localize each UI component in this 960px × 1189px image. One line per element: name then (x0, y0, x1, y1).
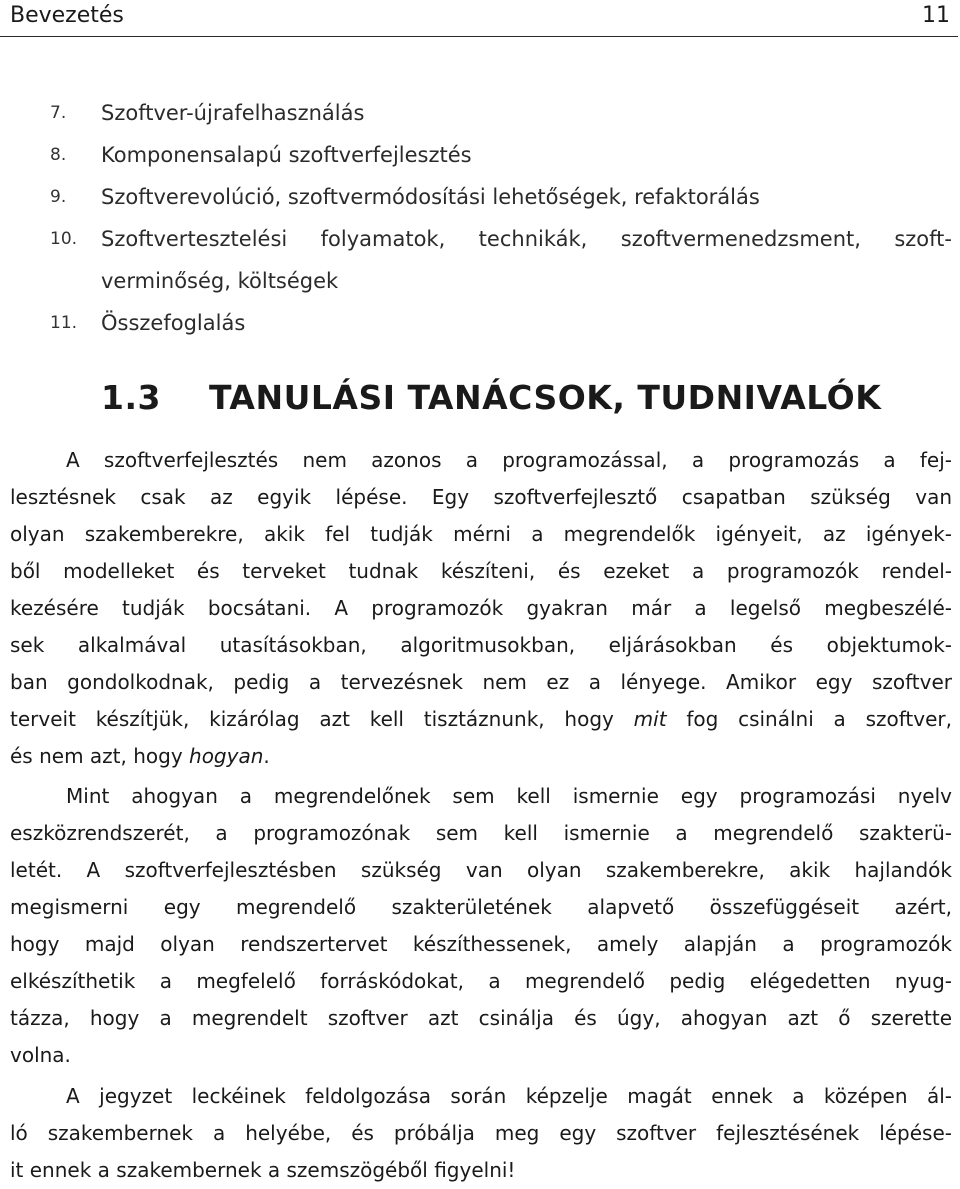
paragraph-line (10, 701, 952, 738)
list-item-number: 11. (50, 313, 78, 333)
section-number: 1.3 (101, 378, 161, 417)
paragraph-line: volna. (10, 1043, 71, 1067)
list-item (0, 218, 960, 302)
list-item-number: 9. (50, 187, 67, 207)
list-item-text: Összefoglalás (101, 311, 246, 335)
body-paragraph-2 (10, 778, 952, 1074)
paragraph-line: ló szakembernek a helyébe, és próbálja meg egy szoftver fejlesztésének lépése- (10, 1121, 952, 1145)
list-item (0, 92, 960, 134)
paragraph-text: és nem azt, hogy (10, 744, 190, 768)
paragraph-line: hogy majd olyan rendszertervet készíthessenek, amely alapján a programozók (10, 932, 952, 956)
page-number: 11 (922, 3, 950, 28)
list-item (0, 302, 960, 344)
paragraph-line: A jegyzet leckéinek feldolgozása során képzelje magát ennek a középen ál- (66, 1084, 952, 1108)
emphasis-mit: mit (633, 707, 667, 731)
paragraph-line: Mint ahogyan a megrendelőnek sem kell ismernie egy programozási nyelv (66, 784, 952, 808)
emphasis-hogyan: hogyan (189, 744, 264, 768)
list-item-number: 10. (50, 229, 78, 249)
paragraph-line: elkészíthetik a megfelelő forráskódokat, a megrendelő pedig elégedetten nyug- (10, 969, 952, 993)
list-item (0, 176, 960, 218)
paragraph-line: kezésére tudják bocsátani. A programozók gyakran már a legelső megbeszélé- (10, 596, 952, 620)
running-header (0, 0, 958, 37)
paragraph-line (10, 738, 952, 775)
paragraph-line: it ennek a szakembernek a szemszögéből figyelni! (10, 1158, 516, 1182)
paragraph-line: A szoftverfejlesztés nem azonos a programozással, a programozás a fej- (66, 448, 952, 472)
paragraph-line: olyan szakemberekre, akik fel tudják mérni a megrendelők igényeit, az igények- (10, 522, 952, 546)
list-item-text (101, 218, 952, 302)
list-item-text-line: Szoftvertesztelési folyamatok, technikák, szoftvermenedzsment, szoft- (101, 227, 952, 251)
list-item (0, 134, 960, 176)
section-title: TANULÁSI TANÁCSOK, TUDNIVALÓK (208, 378, 882, 417)
chapter-list (0, 92, 960, 344)
body-paragraph-3 (10, 1078, 952, 1189)
paragraph-text: terveit készítjük, kizárólag azt kell tisztáznunk, hogy (10, 707, 634, 731)
paragraph-line: tázza, hogy a megrendelt szoftver azt csinálja és úgy, ahogyan azt ő szerette (10, 1006, 952, 1030)
paragraph-line: letét. A szoftverfejlesztésben szükség van olyan szakemberekre, akik hajlandók (10, 858, 952, 882)
paragraph-text: fog csinálni a szoftver, (666, 707, 952, 731)
paragraph-line: megismerni egy megrendelő szakterületének alapvető összefüggéseit azért, (10, 895, 952, 919)
list-item-text: Komponensalapú szoftverfejlesztés (101, 143, 472, 167)
body-paragraph-1 (10, 442, 952, 775)
paragraph-line: lesztésnek csak az egyik lépése. Egy szoftverfejlesztő csapatban szükség van (10, 485, 952, 509)
paragraph-line: ből modelleket és terveket tudnak készíteni, és ezeket a programozók rendel- (10, 559, 952, 583)
paragraph-line: ban gondolkodnak, pedig a tervezésnek nem ez a lényege. Amikor egy szoftver (10, 670, 952, 694)
paragraph-text: . (263, 744, 270, 768)
list-item-number: 8. (50, 145, 67, 165)
header-title: Bevezetés (10, 3, 124, 28)
list-item-number: 7. (50, 103, 67, 123)
list-item-text-line: verminőség, költségek (101, 269, 339, 293)
paragraph-line: eszközrendszerét, a programozónak sem kell ismernie a megrendelő szakterü- (10, 821, 952, 845)
paragraph-line: sek alkalmával utasításokban, algoritmusokban, eljárásokban és objektumok- (10, 633, 952, 657)
section-heading (101, 378, 881, 417)
list-item-text: Szoftver-újrafelhasználás (101, 101, 365, 125)
list-item-text: Szoftverevolúció, szoftvermódosítási lehetőségek, refaktorálás (101, 185, 760, 209)
